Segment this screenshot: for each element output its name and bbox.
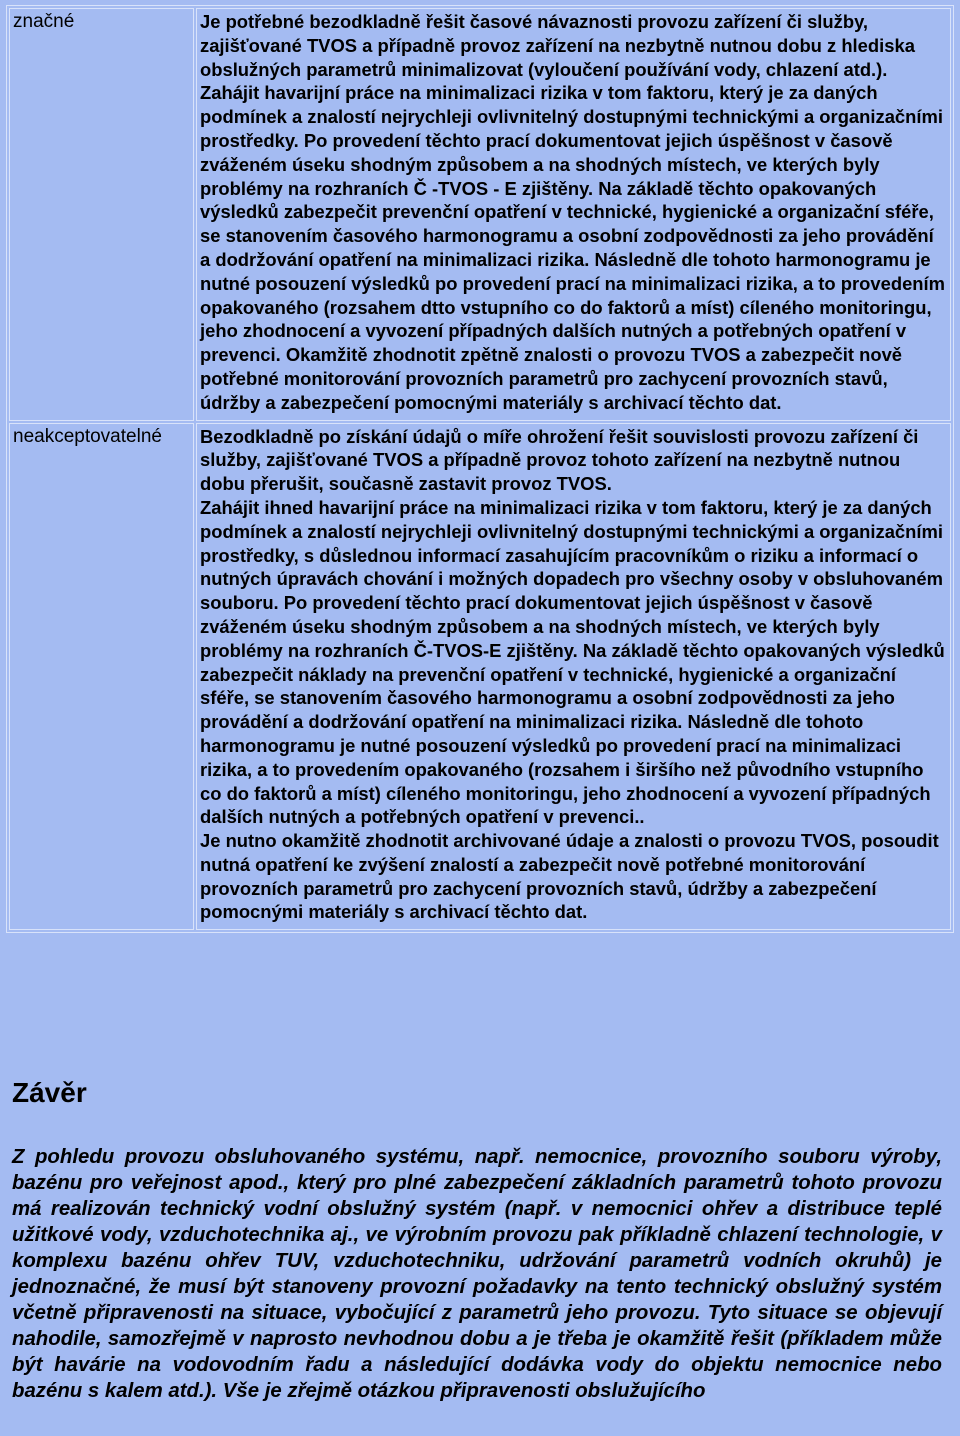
conclusion-heading: Závěr (12, 1077, 87, 1108)
risk-level-cell (9, 8, 194, 421)
risk-level-label: značné (13, 11, 75, 32)
risk-level-cell (9, 423, 194, 931)
measures-cell (196, 8, 951, 421)
measures-paragraph: Zahájit ihned havarijní práce na minimalizaci rizika v tom faktoru, který je za daných podmínek a znalostí nejrychleji ovlivnitelný dostupnými technickými a organizačními prostředky, s důslednou informací zasahujícím pracovníkům o riziku a informací o nutných úpravách chování i možných dopadech pro všechny osoby v obsluhovaném souboru. Po provedení těchto prací dokumentovat jejich úspěšnost v časově zváženém úseku shodným způsobem a na shodných místech, ve kterých byly problémy na rozhraních Č-TVOS-E zjištěny. Na základě těchto opakovaných výsledků zabezpečit náklady na prevenční opatření v technické, hygienické a organizační sféře, se stanovením časového harmonogramu a osobní zodpovědnosti za jeho provádění a dodržování opatření na minimalizaci rizika. Následně dle tohoto harmonogramu je nutné posouzení výsledků po provedení prací na minimalizaci rizika, a to provedením opakovaného (rozsahem i širšího než původního vstupního co do faktorů a míst) cíleného monitoringu, jeho zhodnocení a vyvození případných dalších nutných a potřebných opatření v prevenci.. (200, 496, 945, 828)
measures-paragraph: Je potřebné bezodkladně řešit časové návaznosti provozu zařízení či služby, zajišťované TVOS a případně provoz zařízení na nezbytně nutnou dobu z hlediska obslužných parametrů minimalizovat (vyloučení používání vody, chlazení atd.). Zahájit havarijní práce na minimalizaci rizika v tom faktoru, který je za daných podmínek a znalostí nejrychleji ovlivnitelný dostupnými technickými a organizačními prostředky. Po provedení těchto prací dokumentovat jejich úspěšnost v časově zváženém úseku shodným způsobem a na shodných místech, ve kterých byly problémy na rozhraních Č -TVOS - E zjištěny. Na základě těchto opakovaných výsledků zabezpečit prevenční opatření v technické, hygienické a organizační sféře, se stanovením časového harmonogramu a osobní zodpovědnosti za jeho provádění a dodržování opatření na minimalizaci rizika. Následně dle tohoto harmonogramu je nutné posouzení výsledků po provedení prací na minimalizaci rizika, a to provedením opakovaného (rozsahem dtto vstupního co do faktorů a míst) cíleného monitoringu, jeho zhodnocení a vyvození případných dalších nutných a potřebných opatření v prevenci. Okamžitě zhodnotit zpětně znalosti o provozu TVOS a zabezpečit nově potřebné monitorování provozních parametrů pro zachycení provozních stavů, údržby a zabezpečení pomocnými materiály s archivací těchto dat. (200, 11, 946, 413)
measures-paragraph: Je nutno okamžitě zhodnotit archivované údaje a znalosti o provozu TVOS, posoudit nutná opatření ke zvýšení znalostí a zabezpečit nově potřebné monitorování provozních parametrů pro zachycení provozních stavů, údržby a zabezpečení pomocnými materiály s archivací těchto dat. (200, 830, 939, 923)
risk-level-label: neakceptovatelné (13, 425, 162, 447)
conclusion-paragraph: Z pohledu provozu obsluhovaného systému, např. nemocnice, provozního souboru výroby, bazénu pro veřejnost apod., který pro plné zabezpečení základních parametrů tohoto provozu má realizován technický vodní obslužný systém (např. v nemocnici ohřev a distribuce teplé užitkové vody, vzduchotechnika aj., ve výrobním provozu pak příkladně chlazení technologie, v komplexu bazénu ohřev TUV, vzduchotechniku, udržování parametrů vodních okruhů) je jednoznačné, že musí být stanoveny provozní požadavky na tento technický obslužný systém včetně připravenosti na situace, vybočující z parametrů jeho provozu. Tyto situace se objevují nahodile, samozřejmě v naprosto nevhodnou dobu a je třeba je okamžitě řešit (příkladem může být havárie na vodovodním řadu a následující dodávka vody do objektu nemocnice nebo bazénu s kalem atd.). Vše je zřejmě otázkou připravenosti obslužujícího (12, 1146, 942, 1402)
table-row (9, 8, 951, 421)
measures-paragraph: Bezodkladně po získání údajů o míře ohrožení řešit souvislosti provozu zařízení či služby, zajišťované TVOS a případně provoz tohoto zařízení na nezbytně nutnou dobu přerušit, současně zastavit provoz TVOS. (200, 425, 919, 495)
table-row (9, 423, 951, 931)
measures-cell (196, 423, 951, 931)
risk-table (6, 5, 954, 933)
